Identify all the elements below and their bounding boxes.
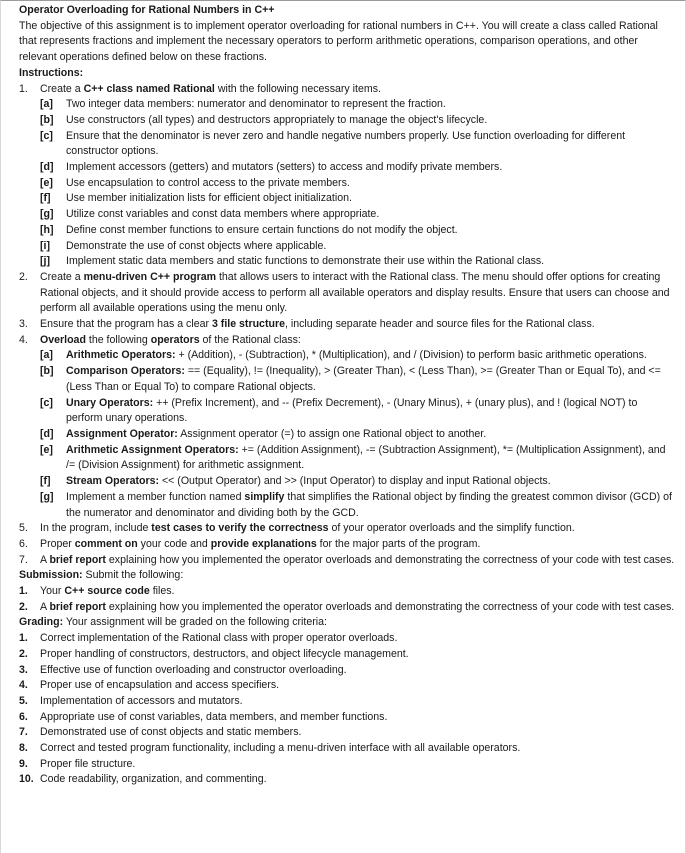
sub-text: Ensure that the denominator is never zero and handle negative numbers properly. Use function overloading for different constructor options. [66,129,626,158]
sub-label: [h] [40,223,54,236]
item-text: Demonstrated use of const objects and static members. [40,726,302,739]
instruction-item-4 [19,333,675,349]
sub-label: [g] [40,208,54,221]
item-number: 6. [19,537,28,550]
grading-item [19,647,675,663]
item-number: 4. [19,333,28,346]
sub-item [40,129,675,160]
operator-sub-item [40,443,675,474]
item-text: Proper comment on your code and provide explanations for the major parts of the program. [40,537,481,550]
operator-sub-item [40,474,675,490]
item-text: A brief report explaining how you implemented the operator overloads and demonstrating the correctness of your code with test cases. [40,600,675,613]
sub-label: [f] [40,475,51,488]
item-text: A brief report explaining how you implemented the operator overloads and demonstrating the correctness of your code with test cases. [40,553,675,566]
sub-label: [d] [40,427,54,440]
sub-item [40,176,675,192]
sub-text: Demonstrate the use of const objects where applicable. [66,239,327,252]
item-number: 1. [19,82,28,95]
sub-text: Implement a member function named simplify that simplifies the Rational object by finding the greatest common divisor (GCD) of the numerator and denominator and dividing both by the GCD. [66,490,672,519]
instruction-item-1 [19,82,675,98]
sub-label: [j] [40,255,50,268]
item-text: Ensure that the program has a clear 3 file structure, including separate header and source files for the Rational class. [40,318,595,331]
sub-item [40,113,675,129]
item-text: Correct and tested program functionality, including a menu-driven interface with all available operators. [40,742,521,755]
sub-label: [a] [40,349,53,362]
item-text: Appropriate use of const variables, data members, and member functions. [40,710,388,723]
sub-label: [c] [40,129,53,142]
item-text: Create a C++ class named Rational with the following necessary items. [40,82,381,95]
sub-text: Assignment Operator: Assignment operator (=) to assign one Rational object to another. [66,427,487,440]
instructions-heading: Instructions: [19,66,84,79]
grading-heading: Grading: [19,616,64,629]
sub-label: [e] [40,176,53,189]
item-text: Create a menu-driven C++ program that allows users to interact with the Rational class. The menu should offer options for creating Rational objects, and it should provide access to perform all available operators and display results. Ensure that users can choose and perform all available operations using the menu only. [40,270,670,315]
sub-text: Two integer data members: numerator and denominator to represent the fraction. [66,98,446,111]
item-number: 2. [19,600,28,613]
sub-text: Stream Operators: << (Output Operator) and >> (Input Operator) to display and input Rational objects. [66,475,551,488]
item-text: Correct implementation of the Rational class with proper operator overloads. [40,632,398,645]
item-text: Proper handling of constructors, destructors, and object lifecycle management. [40,647,409,660]
sub-text: Use member initialization lists for efficient object initialization. [66,192,352,205]
grading-item [19,772,675,788]
submission-line: Submission: Submit the following: [19,569,184,582]
item-number: 8. [19,742,28,755]
item-text: Code readability, organization, and commenting. [40,773,267,786]
grading-item [19,741,675,757]
sub-item [40,191,675,207]
item-text: Proper use of encapsulation and access specifiers. [40,679,280,692]
instruction-item-7 [19,553,675,569]
grading-item [19,725,675,741]
sub-label: [e] [40,443,53,456]
item-number: 4. [19,679,28,692]
sub-text: Unary Operators: ++ (Prefix Increment), and -- (Prefix Decrement), - (Unary Minus), + (unary plus), and ! (logical NOT) to perform unary operations. [66,396,638,425]
instruction-item-3 [19,317,675,333]
grading-item [19,710,675,726]
instruction-item-5 [19,521,675,537]
sub-text: Arithmetic Assignment Operators: += (Addition Assignment), -= (Subtraction Assignment), *= (Multiplication Assignment), and /= (Division Assignment) for arithmetic assignment. [66,443,666,472]
item-text: In the program, include test cases to verify the correctness of your operator overloads and the simplify function. [40,522,575,535]
submission-heading: Submission: [19,569,83,582]
operator-sub-item [40,490,675,521]
item-number: 5. [19,694,28,707]
grading-line: Grading: Your assignment will be graded on the following criteria: [19,616,327,629]
item-text: Proper file structure. [40,757,136,770]
item-text: Your C++ source code files. [40,585,175,598]
sub-text: Comparison Operators: == (Equality), != (Inequality), > (Greater Than), < (Less Than), >= (Greater Than or Equal To), and <= (Less Than or Equal To) to compare Rational objects. [66,365,661,393]
sub-label: [d] [40,161,54,174]
sub-label: [g] [40,490,54,503]
instruction-item-6 [19,537,675,553]
submission-item-2 [19,600,675,616]
sub-label: [c] [40,396,53,409]
item-number: 1. [19,585,28,598]
sub-text: Implement static data members and static functions to demonstrate their use within the Rational class. [66,255,545,268]
item-number: 7. [19,726,28,739]
operator-sub-item [40,396,675,427]
operator-sub-item [40,427,675,443]
grading-item [19,663,675,679]
page-title: Operator Overloading for Rational Numbers in C++ [19,4,275,16]
item-number: 10. [19,773,34,786]
item-number: 3. [19,663,28,676]
item-number: 1. [19,632,28,645]
sub-item [40,160,675,176]
sub-label: [a] [40,98,53,111]
item-text: Implementation of accessors and mutators. [40,694,243,707]
sub-text: Utilize const variables and const data members where appropriate. [66,208,380,221]
item-text: Effective use of function overloading and constructor overloading. [40,663,347,676]
instruction-item-2 [19,270,675,317]
grading-item [19,678,675,694]
sub-text: Arithmetic Operators: + (Addition), - (Subtraction), * (Multiplication), and / (Division) to perform basic arithmetic operations. [66,349,647,362]
item-number: 2. [19,270,28,283]
sub-item [40,254,675,270]
sub-label: [f] [40,192,51,205]
submission-item-1 [19,584,675,600]
sub-item [40,97,675,113]
item-number: 3. [19,318,28,331]
intro-paragraph: The objective of this assignment is to implement operator overloading for rational numbers in C++. You will create a class called Rational that represents fractions and implement the necessary operators to perform arithmetic operations, comparison operations, and other relevant operations defined below on these fractions. [19,19,658,64]
sub-text: Use encapsulation to control access to the private members. [66,176,350,189]
sub-item [40,207,675,223]
sub-item [40,223,675,239]
item-number: 5. [19,522,28,535]
sub-label: [i] [40,239,50,252]
item-number: 2. [19,647,28,660]
sub-item [40,239,675,255]
item-text: Overload the following operators of the Rational class: [40,333,301,346]
grading-item [19,631,675,647]
item-number: 7. [19,553,28,566]
sub-label: [b] [40,113,54,126]
sub-text: Implement accessors (getters) and mutators (setters) to access and modify private members. [66,161,503,174]
sub-text: Use constructors (all types) and destructors appropriately to manage the object's lifecycle. [66,113,488,126]
operator-sub-item [40,364,675,395]
grading-item [19,694,675,710]
sub-text: Define const member functions to ensure certain functions do not modify the object. [66,223,458,236]
sub-label: [b] [40,365,54,378]
item-number: 9. [19,757,28,770]
grading-item [19,757,675,773]
item-number: 6. [19,710,28,723]
operator-sub-item [40,348,675,364]
